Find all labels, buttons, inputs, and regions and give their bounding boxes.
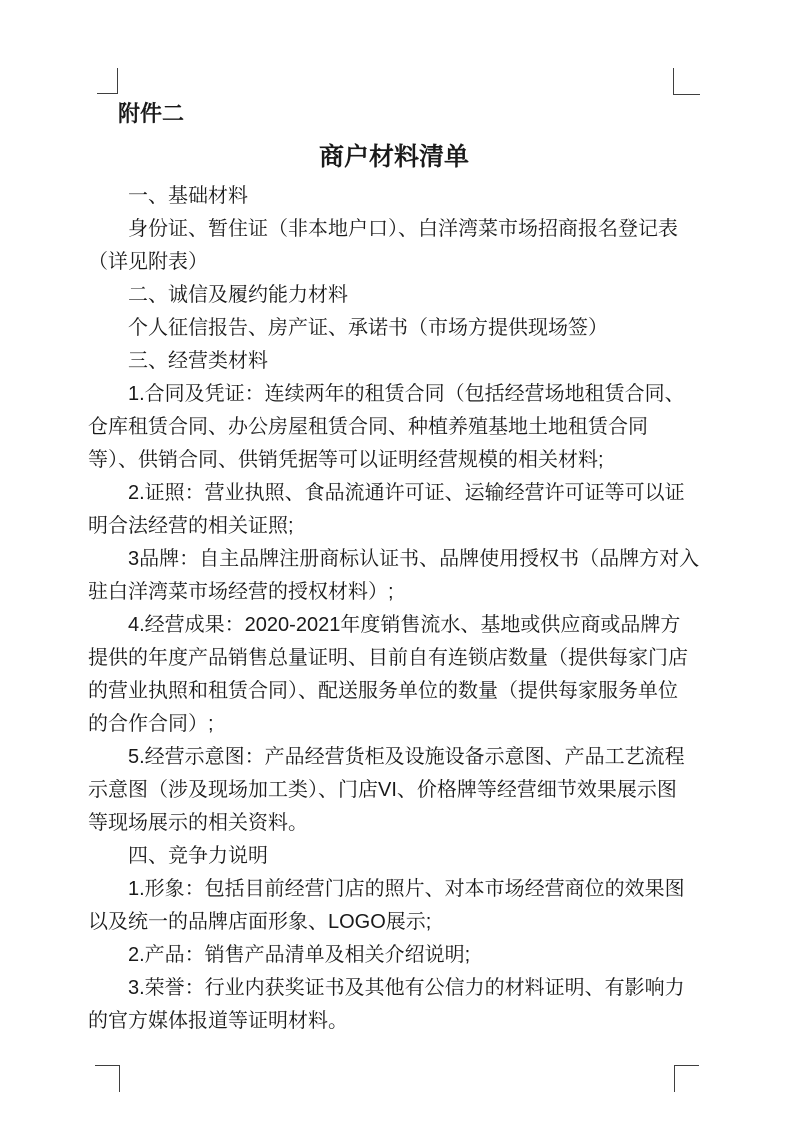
text-line: 4.经营成果：2020-2021年度销售流水、基地或供应商或品牌方: [128, 614, 681, 636]
text-line: 二、诚信及履约能力材料: [128, 284, 348, 306]
text-line: 示意图（涉及现场加工类）、门店VI、价格牌等经营细节效果展示图: [88, 779, 677, 801]
text-line: 1.形象：包括目前经营门店的照片、对本市场经营商位的效果图: [128, 878, 685, 900]
text-line: 四、竞争力说明: [128, 845, 268, 867]
text-line: 1.合同及凭证：连续两年的租赁合同（包括经营场地租赁合同、: [128, 383, 685, 405]
text-line: 2.产品：销售产品清单及相关介绍说明;: [128, 944, 471, 966]
text-line: 等）、供销合同、供销凭据等可以证明经营规模的相关材料;: [88, 449, 604, 471]
text-line: 3.荣誉：行业内获奖证书及其他有公信力的材料证明、有影响力: [128, 977, 685, 999]
attachment-label: 附件二: [118, 101, 185, 126]
text-line: 5.经营示意图：产品经营货柜及设施设备示意图、产品工艺流程: [128, 746, 685, 768]
text-line: 一、基础材料: [128, 185, 248, 207]
text-line: （详见附表）: [88, 251, 208, 273]
crop-mark-bottom-right: [674, 1065, 699, 1092]
text-line: 仓库租赁合同、办公房屋租赁合同、种植养殖基地土地租赁合同: [88, 416, 648, 438]
crop-mark-top-left: [97, 68, 118, 94]
text-line: 身份证、暂住证（非本地户口）、白洋湾菜市场招商报名登记表: [128, 218, 678, 240]
crop-mark-top-right: [673, 68, 700, 95]
text-line: 明合法经营的相关证照;: [88, 515, 294, 537]
document-body: [88, 180, 700, 1038]
text-line: 的营业执照和租赁合同）、配送服务单位的数量（提供每家服务单位: [88, 680, 678, 702]
text-line: 的合作合同）;: [88, 713, 214, 735]
text-line: 3品牌：自主品牌注册商标认证书、品牌使用授权书（品牌方对入: [128, 548, 700, 570]
text-line: 提供的年度产品销售总量证明、目前自有连锁店数量（提供每家门店: [88, 647, 688, 669]
text-line: 三、经营类材料: [128, 350, 268, 372]
text-line: 的官方媒体报道等证明材料。: [88, 1010, 348, 1032]
text-line: 个人征信报告、房产证、承诺书（市场方提供现场签）: [128, 317, 608, 339]
text-line: 等现场展示的相关资料。: [88, 812, 308, 834]
text-line: 以及统一的品牌店面形象、LOGO展示;: [88, 911, 432, 933]
document-title: 商户材料清单: [318, 143, 469, 171]
text-line: 驻白洋湾菜市场经营的授权材料）;: [88, 581, 394, 603]
crop-mark-bottom-left: [95, 1065, 120, 1092]
document-content: [88, 97, 700, 1038]
text-line: 2.证照：营业执照、食品流通许可证、运输经营许可证等可以证: [128, 482, 685, 504]
